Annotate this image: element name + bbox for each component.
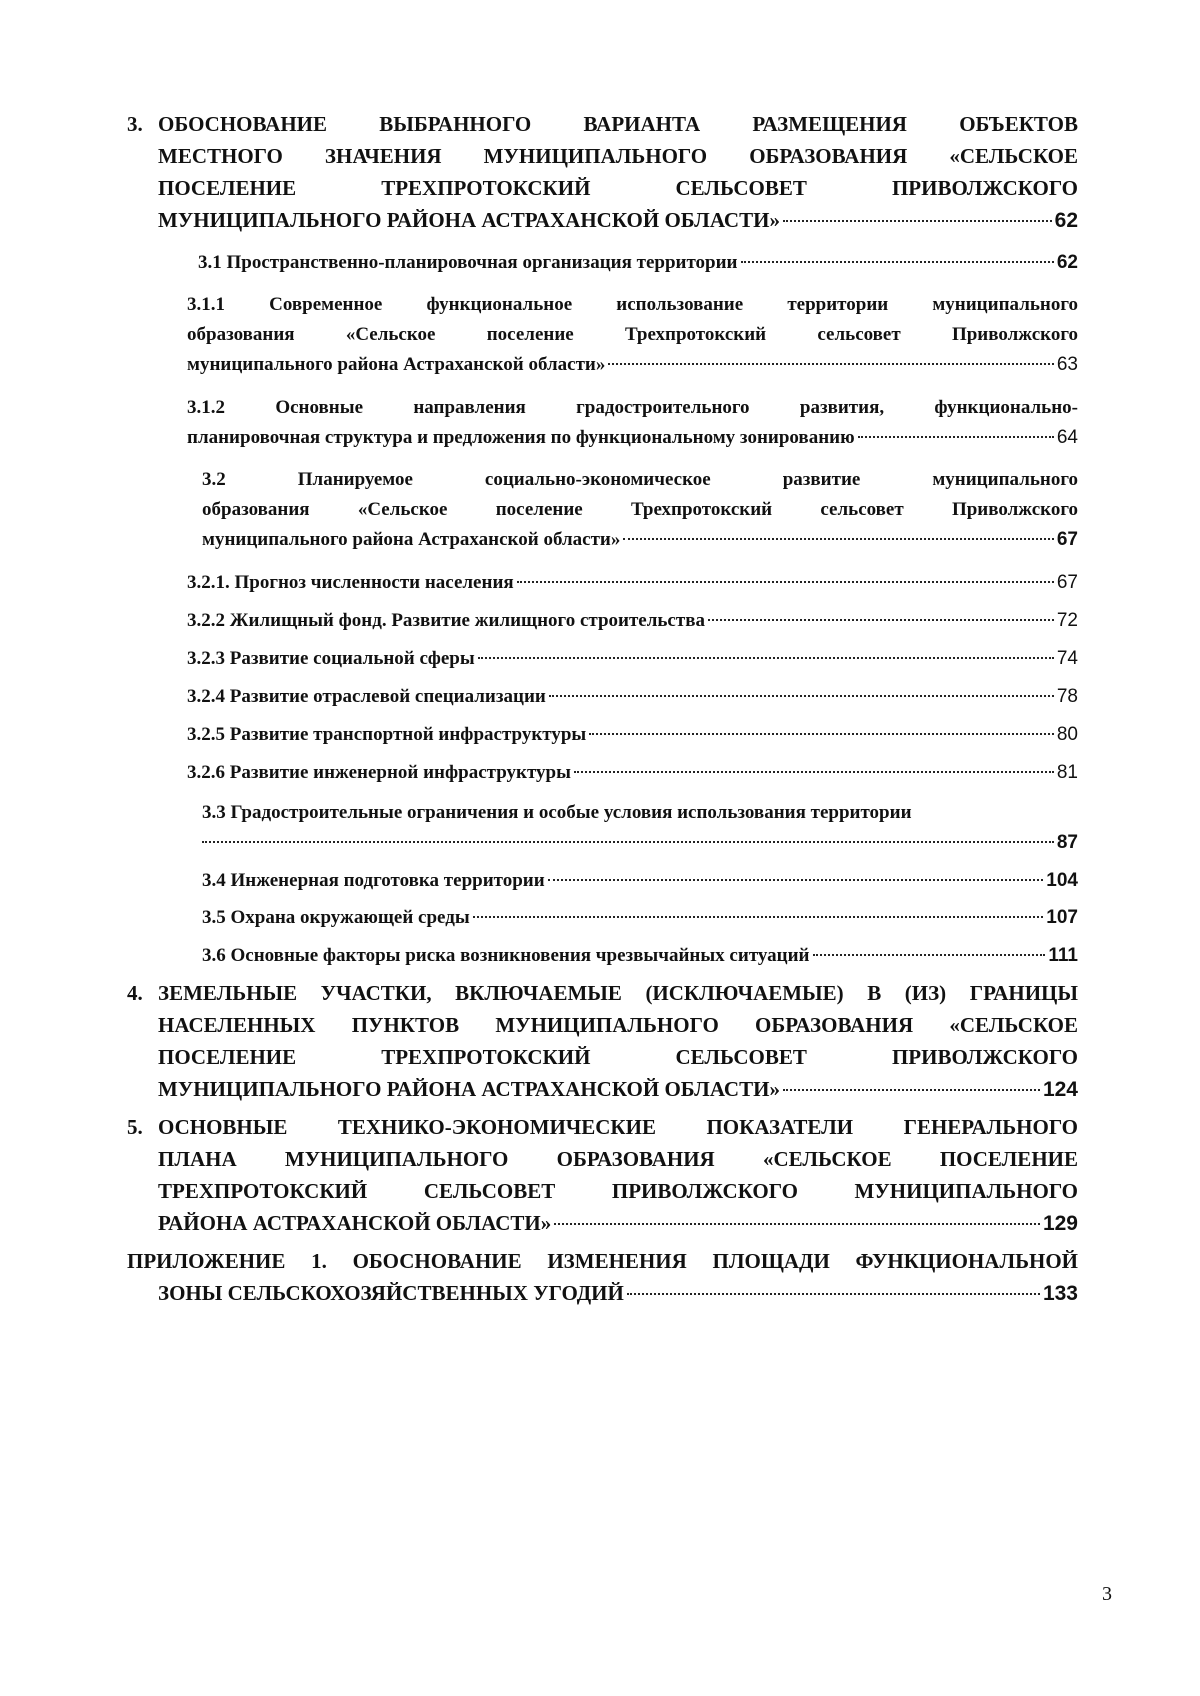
toc-entry-text: 3.2 Планируемое социально-экономическое развитие муниципального — [202, 469, 1078, 490]
toc-page-number: 72 — [1056, 610, 1078, 631]
toc-entry-3-4[interactable] — [202, 866, 1078, 896]
toc-entry-text: ПОСЕЛЕНИЕ ТРЕХПРОТОКСКИЙ СЕЛЬСОВЕТ ПРИВОЛЖСКОГО — [158, 1045, 1078, 1069]
toc-entry-text: 3.1.2 Основные направления градостроительного развития, функционально- — [187, 397, 1078, 418]
toc-entry-text: 3.1.1 Современное функциональное использование территории муниципального — [187, 294, 1078, 315]
toc-entry-text: 3.2.1. Прогноз численности населения — [187, 572, 514, 593]
dot-leader — [574, 771, 1054, 773]
toc-entry-text: НАСЕЛЕННЫХ ПУНКТОВ МУНИЦИПАЛЬНОГО ОБРАЗОВАНИЯ «СЕЛЬСКОЕ — [158, 1013, 1078, 1037]
toc-entry-3-2-6[interactable] — [187, 758, 1078, 788]
toc-entry-text: образования «Сельское поселение Трехпротокский сельсовет Приволжского — [187, 324, 1078, 345]
toc-entry-text: ПОСЕЛЕНИЕ ТРЕХПРОТОКСКИЙ СЕЛЬСОВЕТ ПРИВОЛЖСКОГО — [158, 176, 1078, 200]
toc-page-number: 129 — [1042, 1212, 1078, 1235]
toc-page-number: 67 — [1056, 529, 1078, 550]
dot-leader — [517, 581, 1054, 583]
toc-entry-text: муниципального района Астраханской области» — [187, 354, 606, 375]
toc-entry-text: 3.3 Градостроительные ограничения и особые условия использования территории — [202, 802, 912, 823]
dot-leader — [708, 619, 1054, 621]
toc-entry-text: 3.1 Пространственно-планировочная организация территории — [198, 252, 738, 273]
toc-page-number: 62 — [1054, 209, 1078, 232]
toc-entry-text: ЗЕМЕЛЬНЫЕ УЧАСТКИ, ВКЛЮЧАЕМЫЕ (ИСКЛЮЧАЕМЫЕ) В (ИЗ) ГРАНИЦЫ — [158, 981, 1078, 1005]
dot-leader — [783, 220, 1052, 222]
toc-entry-text: 3.2.2 Жилищный фонд. Развитие жилищного строительства — [187, 610, 705, 631]
dot-leader — [554, 1223, 1040, 1225]
toc-page-number: 80 — [1056, 724, 1078, 745]
toc-entry-text: ЗОНЫ СЕЛЬСКОХОЗЯЙСТВЕННЫХ УГОДИЙ — [158, 1281, 624, 1305]
toc-page-number: 107 — [1046, 907, 1078, 928]
toc-entry-text: 3.4 Инженерная подготовка территории — [202, 870, 545, 891]
dot-leader — [741, 261, 1054, 263]
toc-entry-text: МУНИЦИПАЛЬНОГО РАЙОНА АСТРАХАНСКОЙ ОБЛАСТИ» — [158, 208, 780, 232]
toc-page-number: 111 — [1048, 945, 1078, 966]
dot-leader — [549, 695, 1054, 697]
toc-page-number: 124 — [1042, 1078, 1078, 1101]
dot-leader — [473, 916, 1044, 918]
dot-leader — [589, 733, 1054, 735]
toc-entry-text: 3.2.5 Развитие транспортной инфраструктуры — [187, 724, 587, 745]
toc-entry-text: РАЙОНА АСТРАХАНСКОЙ ОБЛАСТИ» — [158, 1211, 552, 1235]
toc-page-number: 133 — [1042, 1282, 1078, 1305]
toc-entry-text: 3.2.4 Развитие отраслевой специализации — [187, 686, 546, 707]
toc-entry-text: МУНИЦИПАЛЬНОГО РАЙОНА АСТРАХАНСКОЙ ОБЛАСТИ» — [158, 1077, 780, 1101]
toc-entry-number: 3. — [127, 112, 143, 136]
toc-entry-text: муниципального района Астраханской области» — [202, 529, 621, 550]
toc-entry-number: 4. — [127, 981, 143, 1005]
toc-entry-text: 3.2.6 Развитие инженерной инфраструктуры — [187, 762, 571, 783]
toc-entry-text: ПРИЛОЖЕНИЕ 1. ОБОСНОВАНИЕ ИЗМЕНЕНИЯ ПЛОЩАДИ ФУНКЦИОНАЛЬНОЙ — [127, 1249, 1078, 1273]
dot-leader — [623, 538, 1054, 540]
toc-entry-text: 3.6 Основные факторы риска возникновения чрезвычайных ситуаций — [202, 945, 810, 966]
toc-entry-3-2-2[interactable] — [187, 606, 1078, 636]
toc-entry-3-6[interactable] — [202, 941, 1078, 971]
toc-page-number: 62 — [1056, 252, 1078, 273]
toc-entry-3-2-4[interactable] — [187, 682, 1078, 712]
toc-entry-3-2-5[interactable] — [187, 720, 1078, 750]
toc-page-number: 64 — [1056, 427, 1078, 448]
toc-entry-text: ОБОСНОВАНИЕ ВЫБРАННОГО ВАРИАНТА РАЗМЕЩЕНИЯ ОБЪЕКТОВ — [158, 112, 1078, 136]
toc-entry-text: планировочная структура и предложения по функциональному зонированию — [187, 427, 855, 448]
toc-entry-3-2-3[interactable] — [187, 644, 1078, 674]
dot-leader — [627, 1293, 1040, 1295]
toc-page-number: 63 — [1056, 354, 1078, 375]
toc-entry-3-5[interactable] — [202, 903, 1078, 933]
dot-leader — [783, 1089, 1040, 1091]
toc-entry-text: 3.2.3 Развитие социальной сферы — [187, 648, 475, 669]
dot-leader — [608, 363, 1054, 365]
toc-entry-text: МЕСТНОГО ЗНАЧЕНИЯ МУНИЦИПАЛЬНОГО ОБРАЗОВАНИЯ «СЕЛЬСКОЕ — [158, 144, 1078, 168]
toc-entry-text: образования «Сельское поселение Трехпротокский сельсовет Приволжского — [202, 499, 1078, 520]
toc-entry-text: ПЛАНА МУНИЦИПАЛЬНОГО ОБРАЗОВАНИЯ «СЕЛЬСКОЕ ПОСЕЛЕНИЕ — [158, 1147, 1078, 1171]
dot-leader — [858, 436, 1054, 438]
page-number: 3 — [1102, 1583, 1112, 1605]
toc-page-number: 67 — [1056, 572, 1078, 593]
toc-page-number: 104 — [1046, 870, 1078, 891]
toc-page-number: 87 — [1056, 832, 1078, 853]
dot-leader — [478, 657, 1054, 659]
toc-entry-3-2-1[interactable] — [187, 568, 1078, 598]
toc-entry-text: ОСНОВНЫЕ ТЕХНИКО-ЭКОНОМИЧЕСКИЕ ПОКАЗАТЕЛИ ГЕНЕРАЛЬНОГО — [158, 1115, 1078, 1139]
toc-entry-text: ТРЕХПРОТОКСКИЙ СЕЛЬСОВЕТ ПРИВОЛЖСКОГО МУНИЦИПАЛЬНОГО — [158, 1179, 1078, 1203]
toc-page-number: 81 — [1056, 762, 1078, 783]
toc-page-number: 78 — [1056, 686, 1078, 707]
toc-entry-3-1[interactable] — [198, 248, 1078, 278]
toc-entry-number: 5. — [127, 1115, 143, 1139]
dot-leader — [202, 841, 1054, 843]
dot-leader — [813, 954, 1046, 956]
toc-page-number: 74 — [1056, 648, 1078, 669]
dot-leader — [548, 879, 1044, 881]
toc-entry-text: 3.5 Охрана окружающей среды — [202, 907, 470, 928]
